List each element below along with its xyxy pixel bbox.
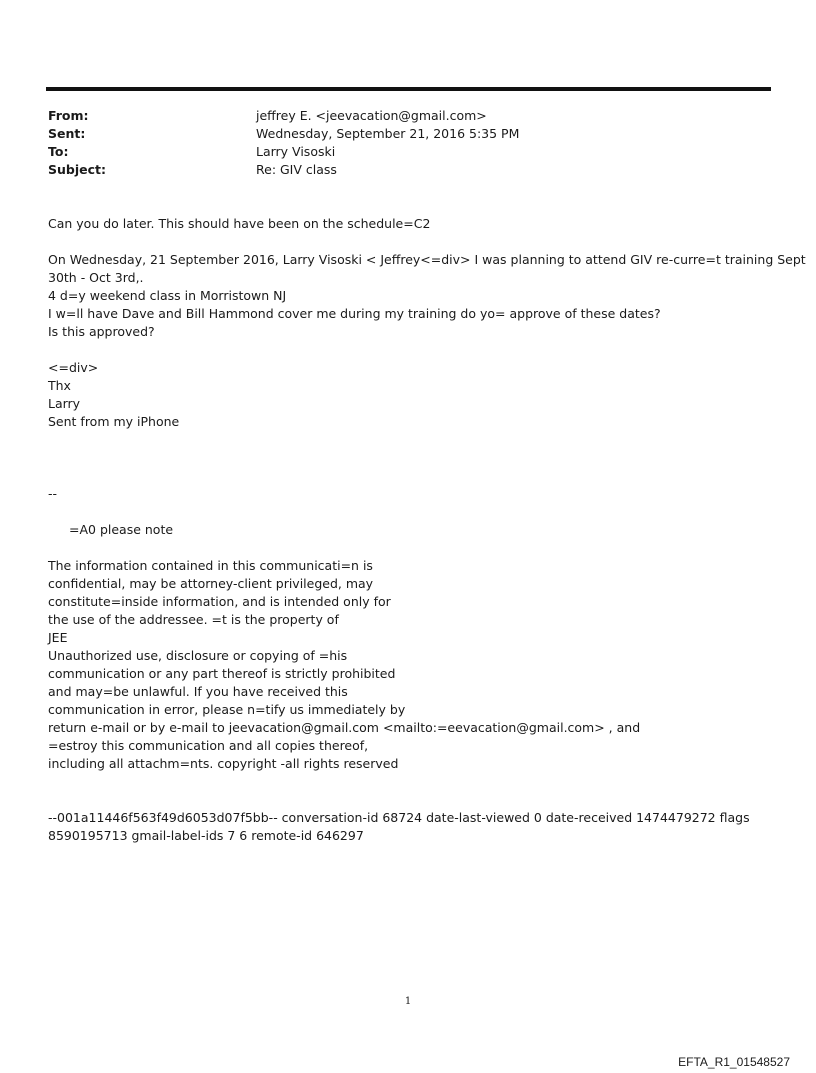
disclaimer-line: including all attachm=nts. copyright -all rights reserved [48,756,399,771]
to-value: Larry Visoski [256,144,336,159]
disclaimer-line: and may=be unlawful. If you have received this [48,684,348,699]
note-text: =A0 please note [69,522,174,537]
reply-text: Can you do later. This should have been on the schedule=C2 [48,216,431,231]
from-label: From: [48,108,89,123]
closing-line: Larry [48,396,81,411]
quoted-line: Is this approved? [48,324,155,339]
closing-line: <=div> [48,360,99,375]
quoted-line: I w=ll have Dave and Bill Hammond cover me during my training do yo= approve of these dates? [48,306,661,321]
disclaimer-line: the use of the addressee. =t is the property of [48,612,339,627]
metadata-line: 8590195713 gmail-label-ids 7 6 remote-id 646297 [48,828,364,843]
disclaimer-line: return e-mail or by e-mail to jeevacation@gmail.com <mailto:=eevacation@gmail.com> , and [48,720,641,735]
closing-line: Thx [48,378,71,393]
quoted-line: 4 d=y weekend class in Morristown NJ [48,288,287,303]
sent-value: Wednesday, September 21, 2016 5:35 PM [256,126,520,141]
disclaimer-line: communication in error, please n=tify us immediately by [48,702,406,717]
disclaimer-line: The information contained in this communicati=n is [48,558,373,573]
disclaimer-line: constitute=inside information, and is intended only for [48,594,391,609]
page-number: 1 [404,996,412,1007]
disclaimer-line: communication or any part thereof is strictly prohibited [48,666,396,681]
metadata-line: --001a11446f563f49d6053d07f5bb-- conversation-id 68724 date-last-viewed 0 date-received 1474479272 flags [48,810,750,825]
subject-value: Re: GIV class [256,162,337,177]
signature-separator: -- [48,486,58,501]
from-value: jeffrey E. <jeevacation@gmail.com> [256,108,487,123]
subject-label: Subject: [48,162,106,177]
disclaimer-line: confidential, may be attorney-client privileged, may [48,576,374,591]
document-id: EFTA_R1_01548527 [678,1055,790,1069]
disclaimer-line: JEE [48,630,68,645]
disclaimer-line: =estroy this communication and all copies thereof, [48,738,369,753]
message-body [48,215,806,845]
quoted-line: On Wednesday, 21 September 2016, Larry Visoski < Jeffrey<=div> I was planning to attend GIV re-curre=t training Sept [48,252,806,267]
header-divider [46,87,771,91]
quoted-line: 30th - Oct 3rd,. [48,270,144,285]
disclaimer-line: Unauthorized use, disclosure or copying of =his [48,648,348,663]
closing-line: Sent from my iPhone [48,414,180,429]
sent-label: Sent: [48,126,86,141]
to-label: To: [48,144,69,159]
